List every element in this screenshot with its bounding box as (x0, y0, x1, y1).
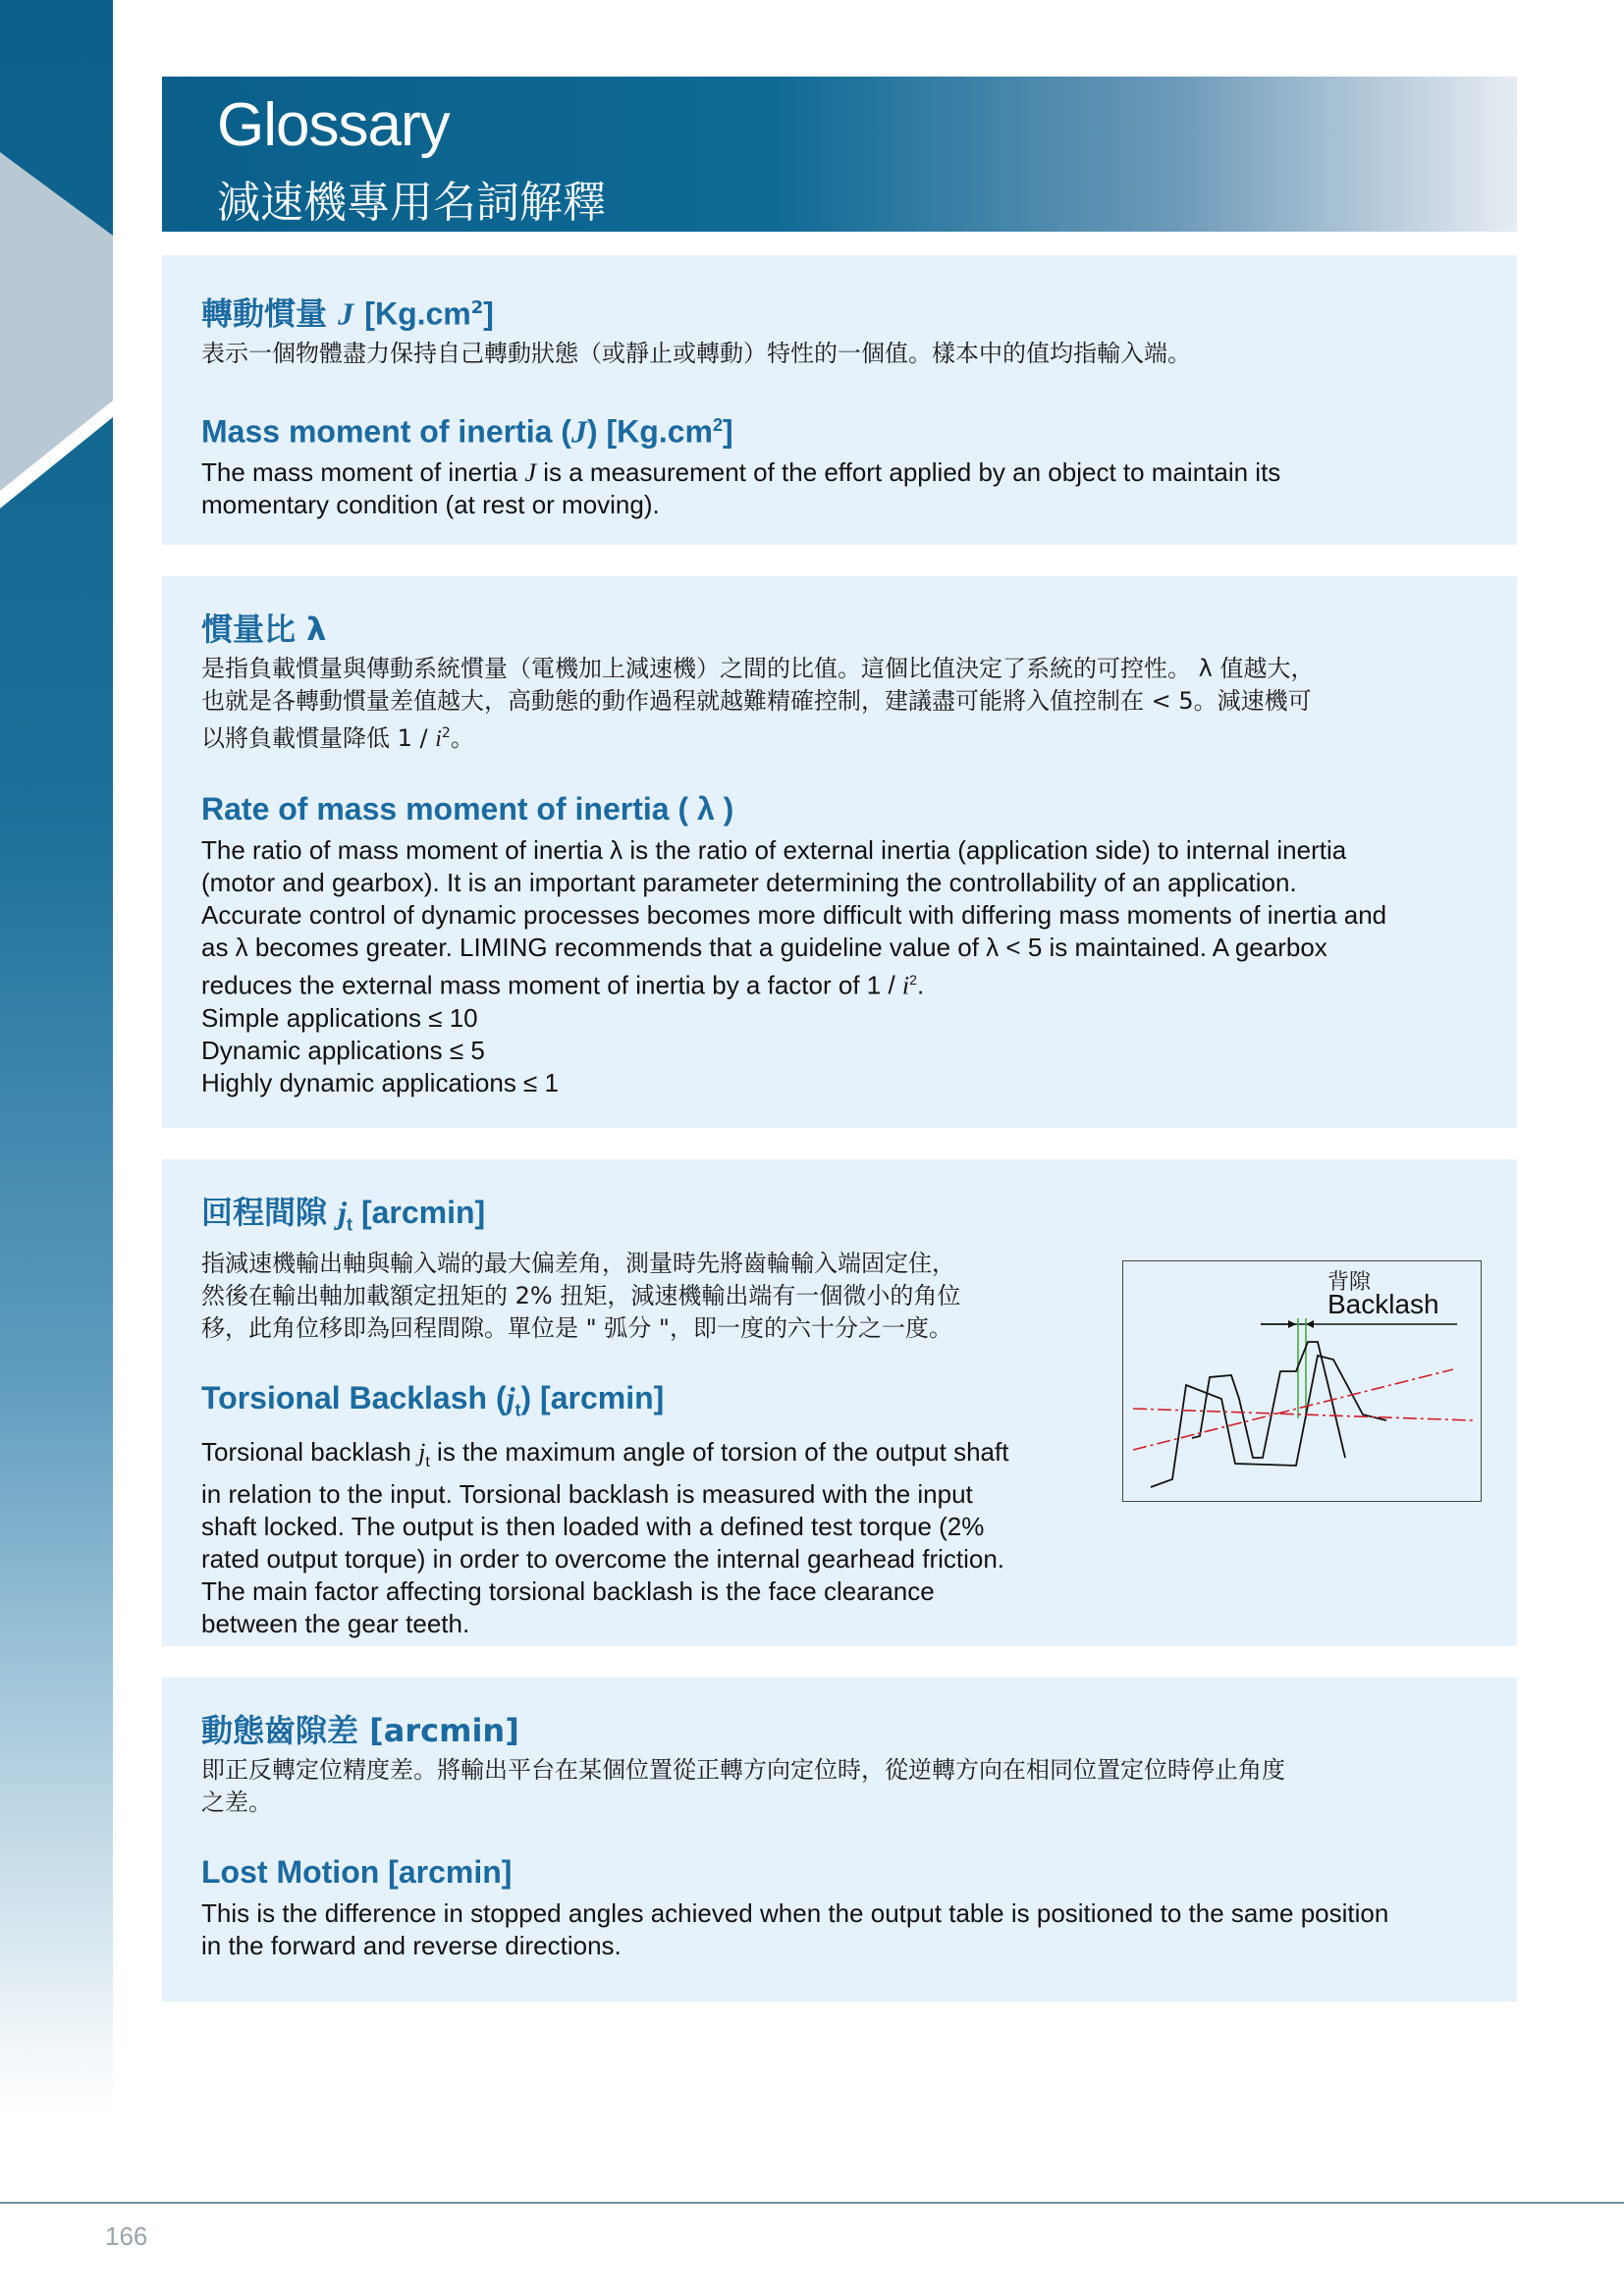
lost-motion-body-en (201, 1897, 1478, 1962)
ratio-body-en-line-7: Dynamic applications ≤ 5 (201, 1035, 485, 1065)
symbol-i: i (901, 971, 910, 1000)
inertia-body-zh: 表示一個物體盡力保持自己轉動狀態（或靜止或轉動）特性的一個值。樣本中的值均指輸入端。 (201, 339, 1191, 367)
ratio-body-en-line-5 (201, 964, 1478, 1002)
arrow-left-head (1288, 1320, 1296, 1328)
backlash-body-zh (201, 1248, 1065, 1345)
ratio-body-zh-line-3 (201, 718, 1478, 756)
text-run: is the maximum angle of torsion of the output shaft (429, 1436, 1009, 1467)
ratio-body-en (201, 834, 1478, 1099)
backlash-heading-zh (201, 1193, 1065, 1244)
lost-motion-body-en-line-1: This is the difference in stopped angles achieved when the output table is positioned to the same position (201, 1898, 1389, 1928)
inertia-heading-en-close: ] (722, 413, 733, 450)
ratio-body-zh-line-2: 也就是各轉動慣量差值越大，高動態的動作過程就越難精確控制，建議盡可能將入值控制在 < 5。減速機可 (201, 687, 1312, 715)
diagram-label-en: Backlash (1327, 1289, 1439, 1319)
backlash-body-en-line-3: shaft locked. The output is then loaded with a defined test torque (2% (201, 1511, 985, 1541)
backlash-body-en-line-1 (201, 1436, 1065, 1478)
backlash-diagram (1122, 1260, 1482, 1502)
inertia-heading-en-sup: 2 (712, 414, 723, 435)
ratio-body-en-line-6: Simple applications ≤ 10 (201, 1002, 478, 1033)
ratio-body-zh-line-1: 是指負載慣量與傳動系統慣量（電機加上減速機）之間的比值。這個比值決定了系統的可控性。 λ 值越大， (201, 655, 1315, 682)
lost-motion-body-zh-line-2: 之差。 (201, 1789, 272, 1816)
backlash-heading-en-text: Torsional Backlash ( (201, 1380, 507, 1416)
symbol-j: J (524, 458, 537, 488)
ratio-heading-en: Rate of mass moment of inertia ( λ ) (201, 791, 734, 827)
gear-profile-2 (1151, 1356, 1386, 1487)
text-run: 以將負載慣量降低 1 / (201, 724, 436, 752)
sidebar-chevron-shape (0, 0, 113, 510)
inertia-heading-zh (201, 289, 1478, 334)
text-run: Torsional backlash (201, 1436, 419, 1467)
glossary-entry-inertia (162, 255, 1517, 545)
inertia-unit: [Kg.cm (364, 295, 471, 332)
text-run: 。 (450, 724, 474, 752)
inertia-heading-en-text: Mass moment of inertia ( (201, 413, 571, 450)
inertia-unit-sup: 2 (470, 297, 484, 318)
glossary-entry-lost-motion (162, 1678, 1517, 2002)
backlash-heading-en-unit: ) [arcmin] (520, 1380, 665, 1416)
page-number: 166 (105, 2221, 148, 2251)
backlash-body-zh-line-1: 指減速機輸出軸與輸入端的最大偏差角，測量時先將齒輪輸入端固定住， (201, 1250, 955, 1278)
inertia-heading-zh-text: 轉動慣量 (201, 294, 328, 333)
lost-motion-body-zh (201, 1754, 1478, 1819)
diagram-label-zh: 背隙 (1327, 1270, 1372, 1295)
inertia-body-en-line-1 (201, 456, 1478, 489)
ratio-body-zh (201, 653, 1478, 756)
ratio-body-en-line-8: Highly dynamic applications ≤ 1 (201, 1067, 559, 1097)
inertia-symbol: J (338, 295, 354, 332)
inertia-heading-en-symbol: J (570, 413, 587, 450)
ratio-body-en-line-4: as λ becomes greater. LIMING recommends that a guideline value of λ < 5 is maintained. A gearbox (201, 933, 1327, 962)
backlash-heading-en (201, 1378, 1065, 1429)
text-run: reduces the external mass moment of inertia by a factor of 1 / (201, 970, 902, 1000)
symbol-j: j (338, 1195, 348, 1230)
decorative-sidebar (0, 0, 113, 2296)
symbol-j: j (506, 1380, 515, 1416)
red-pitch-line-1 (1133, 1409, 1473, 1420)
inertia-heading-en-unit: ) [Kg.cm (586, 413, 713, 450)
superscript: 2 (441, 725, 451, 741)
subscript: t (347, 1214, 353, 1235)
lost-motion-body-en-line-2: in the forward and reverse directions. (201, 1931, 622, 1960)
lost-motion-heading-en: Lost Motion [arcmin] (201, 1854, 513, 1890)
glossary-entry-inertia-ratio (162, 576, 1517, 1128)
backlash-body-zh-line-3: 移，此角位移即為回程間隙。單位是 " 弧分 "，即一度的六十分之一度。 (201, 1314, 952, 1343)
inertia-body-en-line-2: momentary condition (at rest or moving). (201, 490, 660, 520)
backlash-body-en-line-2: in relation to the input. Torsional backlash is measured with the input (201, 1478, 973, 1509)
backlash-body-en-line-6: between the gear teeth. (201, 1608, 470, 1638)
inertia-body-en (201, 456, 1478, 521)
text-run: . (916, 970, 925, 1000)
backlash-body-en-line-4: rated output torque) in order to overcome the internal gearhead friction. (201, 1543, 1005, 1574)
subscript: t (425, 1453, 430, 1470)
arrow-right-head (1306, 1320, 1314, 1328)
red-pitch-line-2 (1133, 1369, 1453, 1450)
backlash-body-en-line-5: The main factor affecting torsional backlash is the face clearance (201, 1575, 935, 1606)
symbol-j: j (418, 1437, 426, 1467)
inertia-heading-en (201, 405, 1478, 452)
footer-divider (0, 2202, 1624, 2204)
symbol-i: i (435, 726, 442, 752)
page-header-banner (162, 77, 1517, 232)
ratio-heading-zh: 慣量比 λ (201, 611, 327, 648)
backlash-heading-zh-text: 回程間隙 (201, 1194, 339, 1231)
backlash-body-en (201, 1436, 1065, 1640)
ratio-body-en-line-1: The ratio of mass moment of inertia λ is the ratio of external inertia (application side) to internal inertia (201, 835, 1347, 865)
ratio-body-en-line-3: Accurate control of dynamic processes becomes more difficult with differing mass moments of inertia and (201, 900, 1387, 930)
superscript: 2 (909, 972, 917, 988)
lost-motion-body-zh-line-1: 即正反轉定位精度差。將輸出平台在某個位置從正轉方向定位時，從逆轉方向在相同位置定位時停止角度 (201, 1756, 1285, 1784)
backlash-body-zh-line-2: 然後在輸出軸加載額定扭矩的 2% 扭矩，減速機輸出端有一個微小的角位 (201, 1282, 961, 1310)
text-run: is a measurement of the effort applied by an object to maintain its (536, 457, 1281, 488)
subscript: t (514, 1400, 521, 1420)
page-title: Glossary (217, 91, 450, 159)
gear-profile-1 (1192, 1342, 1345, 1458)
backlash-unit: [arcmin] (352, 1195, 486, 1230)
ratio-body-en-line-2: (motor and gearbox). It is an important parameter determining the controllability of an application. (201, 868, 1297, 897)
text-run: The mass moment of inertia (201, 457, 525, 488)
inertia-unit-close: ] (483, 295, 494, 332)
lost-motion-heading-zh: 動態齒隙差 [arcmin] (201, 1712, 519, 1749)
backlash-gear-drawing (1123, 1261, 1481, 1501)
page-subtitle: 減速機專用名詞解釋 (217, 178, 606, 228)
